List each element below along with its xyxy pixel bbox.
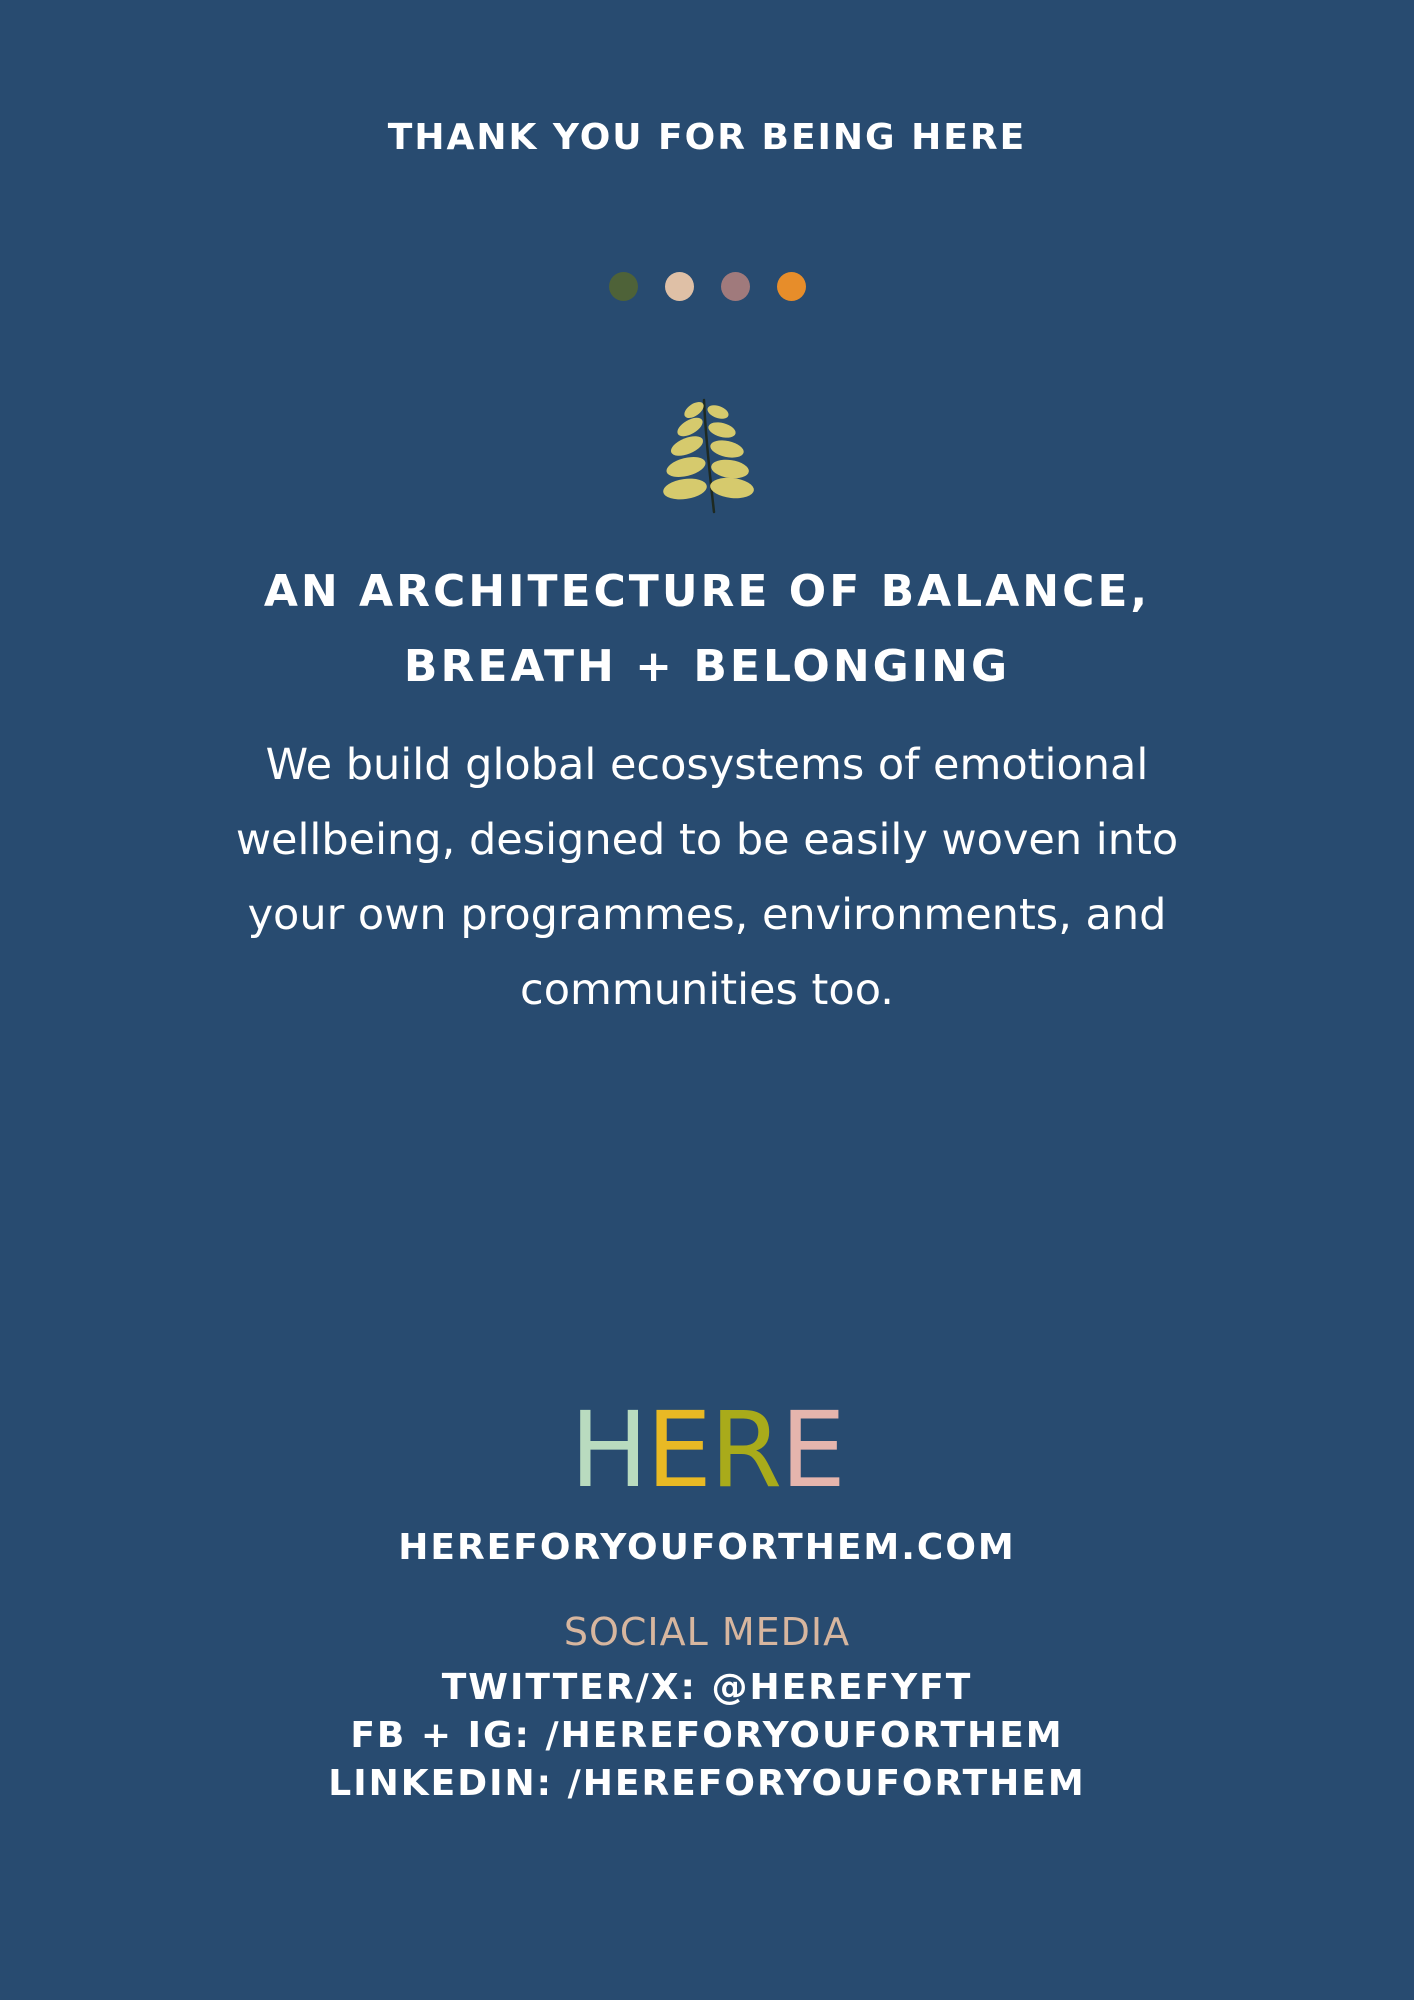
color-dots-row xyxy=(609,272,806,301)
dot-orange xyxy=(777,272,806,301)
heading-line-1: AN ARCHITECTURE OF BALANCE, xyxy=(263,566,1151,617)
mission-statement: We build global ecosystems of emotional wellbeing, designed to be easily woven into your own programmes, environments, and communities too. xyxy=(235,740,1179,1015)
logo-letter-e1: E xyxy=(646,1389,710,1511)
dot-beige xyxy=(665,272,694,301)
logo-letter-e2: E xyxy=(780,1389,844,1511)
here-logo xyxy=(0,1380,1414,1520)
dot-green xyxy=(609,272,638,301)
social-link-fb-ig[interactable]: FB + IG: /HEREFORYOUFORTHEM xyxy=(350,1715,1064,1756)
website-link[interactable]: HEREFORYOUFORTHEM.COM xyxy=(398,1527,1016,1568)
social-link-linkedin[interactable]: LINKEDIN: /HEREFORYOUFORTHEM xyxy=(328,1763,1086,1804)
social-link-twitter[interactable]: TWITTER/X: @HEREFYFT xyxy=(441,1667,973,1708)
thank-you-title: THANK YOU FOR BEING HERE xyxy=(387,117,1027,158)
leaf-sprig-icon xyxy=(656,390,756,520)
logo-letter-h: H xyxy=(570,1389,647,1511)
social-links-list xyxy=(0,1664,1414,1808)
logo-letter-r: R xyxy=(709,1389,781,1511)
heading-line-2: BREATH + BELONGING xyxy=(403,641,1011,692)
social-media-label: SOCIAL MEDIA xyxy=(563,1610,851,1654)
architecture-heading xyxy=(0,554,1414,704)
dot-mauve xyxy=(721,272,750,301)
